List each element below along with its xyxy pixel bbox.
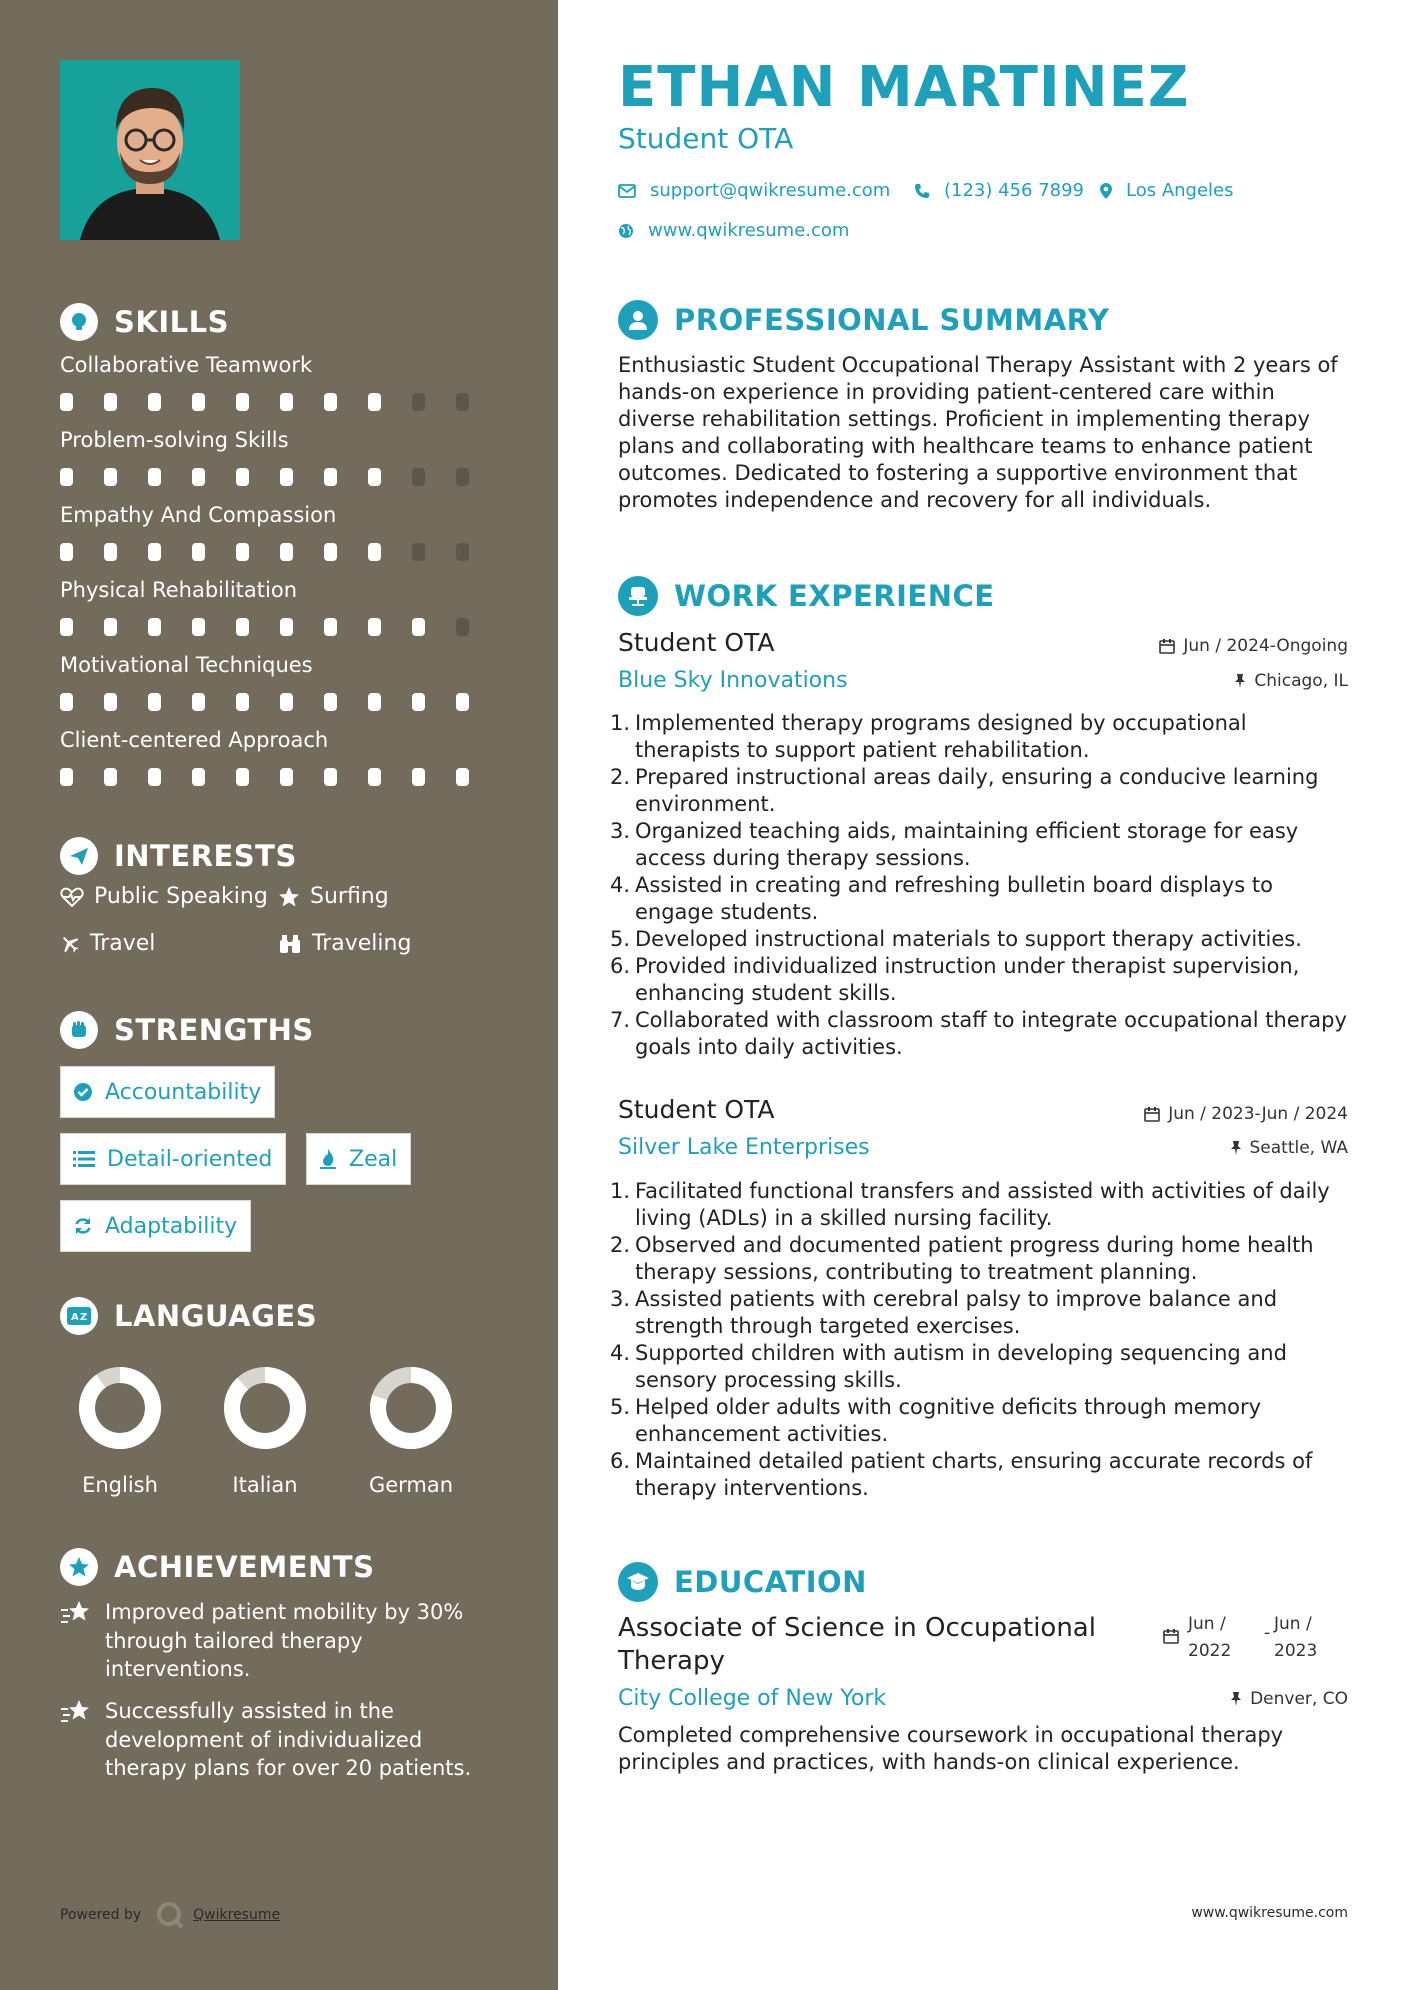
pushpin-icon [1234,673,1246,689]
user-icon [618,300,658,340]
skill-name: Empathy And Compassion [60,503,337,527]
education-end-date [1274,1611,1317,1665]
website-text: www.qwikresume.com [648,220,850,241]
language-icon [60,1297,98,1335]
education-heading [618,1562,867,1602]
degree-title: Associate of Science in Occupational Therapy [618,1613,1096,1676]
contact-email[interactable] [618,180,890,201]
rating-dot-empty [412,393,425,411]
language-item [190,1363,340,1497]
job-dates [1144,1104,1348,1124]
languages-heading [60,1296,317,1336]
language-donut [75,1363,165,1453]
rating-dot-filled [104,618,117,636]
summary-text: Enthusiastic Student Occupational Therapy Assistant with 2 years of hands-on experience in providing patient-centered care within diverse rehabilitation settings. Proficient in implementing therapy plans and collaborating with healthcare teams to enhance patient outcomes. Dedicated to fostering a supportive environment that promotes independence and recovery for all individuals. [618,353,1338,512]
heartbeat-icon [60,887,84,907]
experience-heading [618,576,995,616]
calendar-icon [1163,1628,1179,1644]
list-item: 3. Assisted patients with cerebral palsy to improve balance and strength through targeted exercises. [610,1287,1278,1338]
interest-item [278,884,389,909]
skill-rating [60,768,500,786]
check-circle-icon [73,1082,93,1102]
svg-text:A: A [71,1312,79,1323]
skill-name: Motivational Techniques [60,653,313,677]
languages-title: LANGUAGES [114,1299,318,1333]
education-title: EDUCATION [674,1565,867,1599]
rating-dot-filled [324,543,337,561]
skill-item [60,500,500,561]
donut-fill [87,1375,153,1441]
rating-dot-filled [324,618,337,636]
bullet-text: Assisted in creating and refreshing bulletin board displays to engage students. [635,873,1273,924]
interest-item [60,931,155,956]
rating-dot-filled [280,768,293,786]
interest-label: Surfing [310,884,389,909]
rating-dot-empty [456,393,469,411]
rating-dot-filled [280,468,293,486]
list-item: 2. Observed and documented patient progress during home health therapy sessions, contributing to treatment planning. [610,1233,1314,1284]
rating-dot-filled [192,618,205,636]
language-donut [366,1363,456,1453]
list-item: 4. Supported children with autism in developing sequencing and sensory processing skills. [610,1341,1287,1392]
job-responsibilities [610,1178,1355,1502]
skill-rating [60,468,500,486]
job-responsibilities [610,710,1355,1061]
contact-phone[interactable] [914,180,1084,201]
job-location [1230,1138,1349,1158]
rating-dot-filled [104,393,117,411]
lightbulb-icon [60,303,98,341]
job-title: Student OTA [618,1095,775,1124]
interests-heading [60,836,297,876]
list-item: 4. Assisted in creating and refreshing bulletin board displays to engage students. [610,873,1273,924]
interest-item [278,931,411,956]
rating-dot-filled [324,693,337,711]
shooting-star-icon [60,1600,94,1684]
pushpin-icon [1230,1140,1242,1156]
powered-by [60,1900,280,1930]
strength-badge [60,1066,275,1118]
skill-item [60,725,500,786]
job-title: Student OTA [618,628,775,657]
rating-dot-filled [280,543,293,561]
powered-by-label: Powered by [60,1907,142,1923]
skill-item [60,650,500,711]
summary-title: PROFESSIONAL SUMMARY [674,303,1110,337]
rating-dot-filled [104,693,117,711]
end-year: 2023 [1274,1641,1318,1661]
bullet-text: Prepared instructional areas daily, ensuring a conducive learning environment. [635,765,1319,816]
shooting-star-icon [60,1699,94,1783]
job-company: Silver Lake Enterprises [618,1135,870,1160]
strength-badge [306,1133,411,1185]
rating-dot-empty [412,543,425,561]
list-item: 1. Implemented therapy programs designed by occupational therapists to support patient rehabilitation. [610,711,1247,762]
phone-icon [914,183,930,199]
bullet-text: Maintained detailed patient charts, ensuring accurate records of therapy interventions. [635,1449,1313,1500]
plane-icon [60,934,80,954]
calendar-icon [1159,638,1175,654]
rating-dot-filled [280,693,293,711]
fist-icon [60,1011,98,1049]
achievement-text: Successfully assisted in the development of individualized therapy plans for over 20 patients. [105,1699,472,1780]
rating-dot-filled [60,393,73,411]
achievement-item [60,1697,510,1783]
job-location [1234,671,1348,691]
skill-rating [60,543,500,561]
achievement-item [60,1598,510,1684]
rating-dot-filled [148,693,161,711]
rating-dot-filled [236,768,249,786]
rating-dot-filled [368,618,381,636]
rating-dot-filled [412,618,425,636]
interest-item [60,884,268,909]
rating-dot-filled [368,693,381,711]
rating-dot-empty [456,468,469,486]
rating-dot-filled [60,618,73,636]
bullet-text: Observed and documented patient progress during home health therapy sessions, contributing to treatment planning. [635,1233,1314,1284]
rating-dot-filled [60,468,73,486]
avatar-illustration [60,60,240,240]
language-item [336,1363,486,1497]
summary-heading [618,300,1109,340]
fire-icon [319,1148,337,1170]
rating-dot-filled [148,618,161,636]
experience-title: WORK EXPERIENCE [674,579,995,613]
skill-rating [60,693,500,711]
binoculars-icon [278,934,302,954]
skill-name: Client-centered Approach [60,728,329,752]
location-text: Los Angeles [1126,180,1234,201]
interests-title: INTERESTS [114,839,297,873]
strength-label: Zeal [349,1146,398,1172]
education-start-date [1188,1611,1231,1665]
award-star-icon [60,1548,98,1586]
rating-dot-filled [192,693,205,711]
rating-dot-filled [324,393,337,411]
rating-dot-filled [104,543,117,561]
briefcase-chair-icon [618,576,658,616]
education-location [1230,1689,1348,1709]
rating-dot-filled [192,768,205,786]
rating-dot-filled [60,693,73,711]
skills-heading [60,302,229,342]
list-item: 3. Organized teaching aids, maintaining efficient storage for easy access during therapy sessions. [610,819,1299,870]
contact-website[interactable] [618,220,849,241]
list-item: 2. Prepared instructional areas daily, ensuring a conducive learning environment. [610,765,1319,816]
achievements-title: ACHIEVEMENTS [114,1550,375,1584]
globe-icon [618,223,634,239]
rating-dot-filled [148,393,161,411]
sidebar [0,0,558,1990]
list-item: 5. Helped older adults with cognitive deficits through memory enhancement activities. [610,1395,1262,1446]
education-location-text: Denver, CO [1250,1689,1348,1709]
envelope-icon [618,184,636,198]
rating-dot-filled [148,468,161,486]
strength-label: Adaptability [105,1213,238,1239]
qwikresume-logo-icon [155,1900,185,1930]
bullet-text: Collaborated with classroom staff to integrate occupational therapy goals into daily activities. [635,1008,1347,1059]
bullet-text: Assisted patients with cerebral palsy to improve balance and strength through targeted exercises. [635,1287,1278,1338]
rating-dot-filled [368,768,381,786]
bullet-text: Provided individualized instruction under therapist supervision, enhancing student skills. [635,954,1300,1005]
bullet-text: Supported children with autism in developing sequencing and sensory processing skills. [635,1341,1287,1392]
bullet-text: Facilitated functional transfers and assisted with activities of daily living (ADLs) in a skilled nursing facility. [635,1179,1330,1230]
achievement-text: Improved patient mobility by 30% through tailored therapy interventions. [105,1600,464,1681]
achievements-heading [60,1547,374,1587]
strengths-heading [60,1010,314,1050]
education-date-separator: - [1264,1623,1271,1643]
start-year: 2022 [1188,1641,1232,1661]
donut-fill [232,1375,298,1441]
list-item: 1. Facilitated functional transfers and assisted with activities of daily living (ADLs) in a skilled nursing facility. [610,1179,1330,1230]
rating-dot-filled [280,618,293,636]
rating-dot-filled [148,768,161,786]
job-dates-text: Jun / 2024-Ongoing [1183,636,1348,656]
rating-dot-filled [192,393,205,411]
candidate-name: ETHAN MARTINEZ [618,55,1190,120]
rating-dot-filled [368,468,381,486]
map-pin-icon [1100,183,1112,199]
language-name: German [368,1473,454,1497]
interest-label: Traveling [312,931,412,956]
rating-dot-filled [236,468,249,486]
job-company: Blue Sky Innovations [618,668,848,693]
rating-dot-empty [456,618,469,636]
rating-dot-filled [280,393,293,411]
rating-dot-empty [456,543,469,561]
list-item: 6. Maintained detailed patient charts, ensuring accurate records of therapy interventions. [610,1449,1313,1500]
rating-dot-filled [236,393,249,411]
rating-dot-filled [236,618,249,636]
education-calendar [1163,1626,1179,1653]
calendar-icon [1144,1106,1160,1122]
list-icon [73,1150,95,1168]
strength-label: Accountability [105,1079,262,1105]
skill-item [60,575,500,636]
end-month: Jun / [1274,1614,1312,1634]
rating-dot-filled [368,393,381,411]
list-item: 7. Collaborated with classroom staff to integrate occupational therapy goals into daily activities. [610,1008,1347,1059]
skill-name: Collaborative Teamwork [60,353,313,377]
rating-dot-filled [236,543,249,561]
skills-title: SKILLS [114,305,229,339]
interest-label: Public Speaking [94,884,268,909]
rating-dot-filled [412,768,425,786]
profile-photo [60,60,240,240]
job-location-text: Chicago, IL [1254,671,1348,691]
refresh-icon [73,1216,93,1236]
strength-badge [60,1200,251,1252]
skill-name: Physical Rehabilitation [60,578,298,602]
language-donut [220,1363,310,1453]
interest-label: Travel [90,931,156,956]
skill-rating [60,393,500,411]
language-item [45,1363,195,1497]
paper-plane-icon [60,837,98,875]
list-item: 5. Developed instructional materials to support therapy activities. [610,927,1302,951]
strength-badge [60,1133,286,1185]
language-name: English [82,1473,158,1497]
job-location-text: Seattle, WA [1249,1138,1348,1158]
rating-dot-filled [368,543,381,561]
rating-dot-filled [104,768,117,786]
rating-dot-filled [148,543,161,561]
qwikresume-link[interactable]: Qwikresume [193,1907,281,1923]
email-text: support@qwikresume.com [650,180,891,201]
contact-location [1100,180,1234,201]
school-name: City College of New York [618,1686,887,1711]
job-dates-text: Jun / 2023-Jun / 2024 [1168,1104,1348,1124]
rating-dot-filled [324,468,337,486]
rating-dot-filled [192,543,205,561]
rating-dot-filled [456,768,469,786]
rating-dot-filled [236,693,249,711]
rating-dot-empty [412,468,425,486]
education-description: Completed comprehensive coursework in occupational therapy principles and practices, with hands-on clinical experience. [618,1723,1284,1774]
job-dates [1159,636,1348,656]
rating-dot-filled [192,468,205,486]
rating-dot-filled [412,693,425,711]
bullet-text: Organized teaching aids, maintaining efficient storage for easy access during therapy sessions. [635,819,1299,870]
rating-dot-filled [60,543,73,561]
skill-item [60,425,500,486]
rating-dot-filled [104,468,117,486]
skill-item [60,350,500,411]
bullet-text: Developed instructional materials to support therapy activities. [635,927,1302,951]
skill-rating [60,618,500,636]
svg-text:Z: Z [80,1312,88,1323]
language-name: Italian [232,1473,298,1497]
footer-url[interactable]: www.qwikresume.com [1191,1905,1348,1921]
candidate-role: Student OTA [618,122,794,155]
rating-dot-filled [324,768,337,786]
pushpin-icon [1230,1691,1242,1707]
bullet-text: Implemented therapy programs designed by occupational therapists to support patient rehabilitation. [635,711,1247,762]
rating-dot-filled [456,693,469,711]
star-icon [278,886,300,908]
bullet-text: Helped older adults with cognitive deficits through memory enhancement activities. [635,1395,1262,1446]
list-item: 6. Provided individualized instruction under therapist supervision, enhancing student skills. [610,954,1300,1005]
rating-dot-filled [60,768,73,786]
graduation-cap-icon [618,1562,658,1602]
strength-label: Detail-oriented [107,1146,273,1172]
strengths-title: STRENGTHS [114,1013,314,1047]
skill-name: Problem-solving Skills [60,428,289,452]
phone-text: (123) 456 7899 [944,180,1085,201]
start-month: Jun / [1188,1614,1226,1634]
